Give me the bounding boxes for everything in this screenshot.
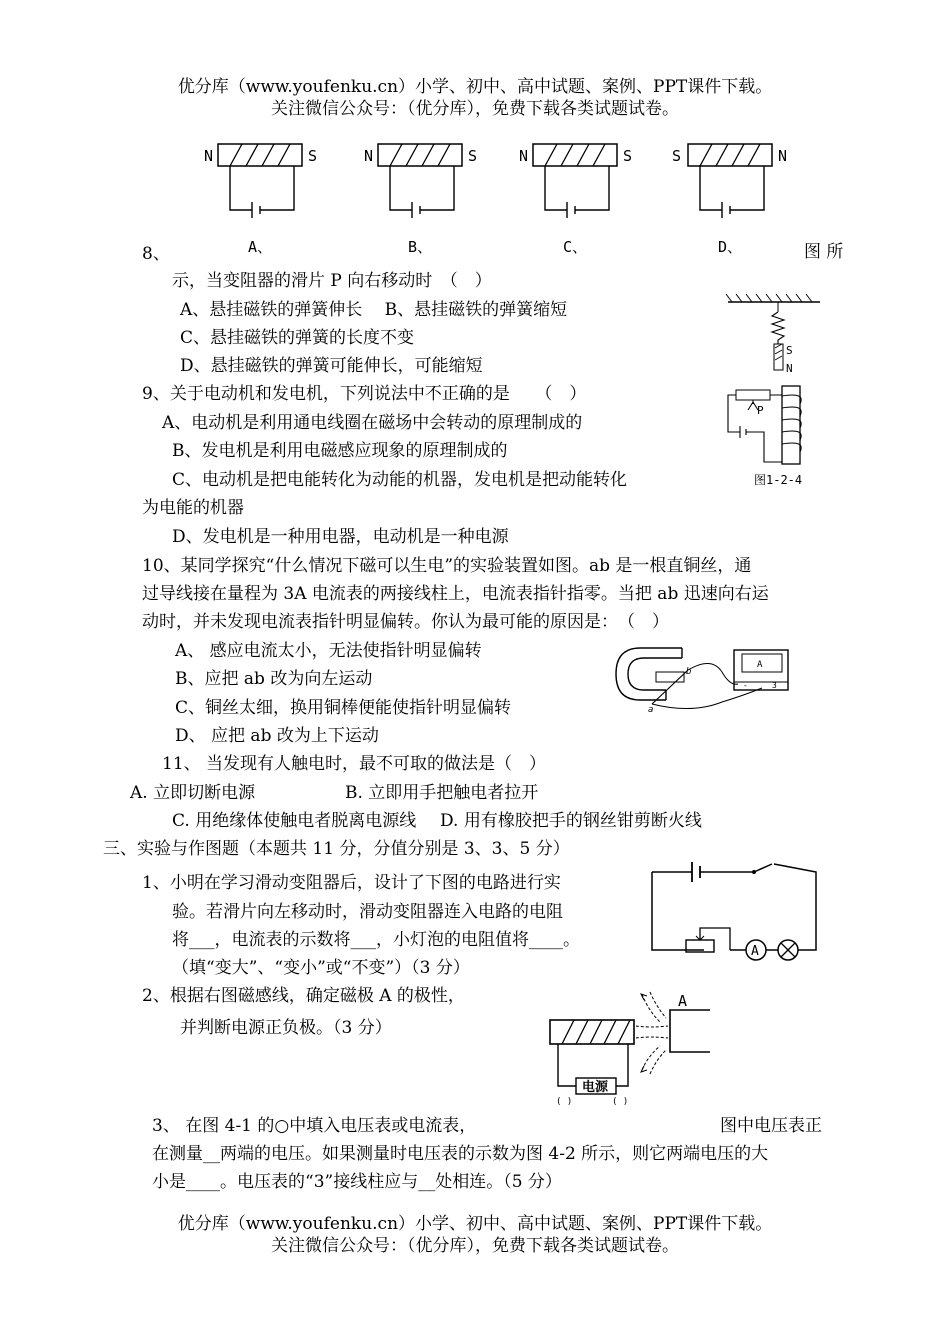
q11-option-d: D. 用有橡胶把手的钢丝钳剪断火线 <box>440 811 702 831</box>
magnet-n-label: N <box>786 362 793 375</box>
q8-number: 8、 <box>142 244 170 264</box>
source-left-bracket: ( ) <box>556 1097 573 1107</box>
q10-stem-2: 过导线接在量程为 3A 电流表的两接线柱上，电流表指针指零。当把 ab 迅速向右运 <box>142 584 769 604</box>
power-source-label: 电源 <box>582 1080 609 1095</box>
pole-left: N <box>519 147 529 165</box>
q11-option-c: C. 用绝缘体使触电者脱离电源线 <box>172 811 417 831</box>
pole-a-label: A <box>678 992 688 1010</box>
pole-left: N <box>204 147 214 165</box>
option-b-diagram <box>364 144 477 256</box>
q10-figure <box>612 636 802 718</box>
magnet-s-label: S <box>786 344 793 357</box>
s3-q1-circuit-figure <box>648 852 822 970</box>
q8-stem-tail: 图 所 <box>804 242 844 262</box>
pole-left: N <box>364 147 374 165</box>
option-label: B、 <box>408 238 433 256</box>
q9-option-a: A、电动机是利用通电线圈在磁场中会转动的原理制成的 <box>162 413 583 433</box>
pole-right: S <box>468 147 478 165</box>
option-label: C、 <box>563 238 588 256</box>
wire-a-label: a <box>648 705 654 715</box>
q9-option-d: D、发电机是一种用电器，电动机是一种电源 <box>172 527 509 547</box>
q8-figure <box>720 292 830 492</box>
pole-right: N <box>778 147 788 165</box>
s3-q2-magnet-figure <box>546 990 726 1108</box>
terminal-minus: - <box>743 681 748 690</box>
header-line-1: 优分库（www.youfenku.cn）小学、初中、高中试题、案例、PPT课件下载。 <box>177 77 773 97</box>
s3-q1-line-1: 1、小明在学习滑动变阻器后，设计了下图的电路进行实 <box>142 873 561 893</box>
q9-option-c: C、电动机是把电能转化为动能的机器，发电机是把动能转化 <box>172 470 628 490</box>
s3-q3-line-3: 小是____。电压表的“3”接线柱应与__处相连。（5 分） <box>152 1172 562 1192</box>
terminal-three: 3 <box>772 681 777 690</box>
q11-option-b: B. 立即用手把触电者拉开 <box>345 783 539 803</box>
s3-q1-line-2: 验。若滑片向左移动时，滑动变阻器连入电路的电阻 <box>172 902 563 922</box>
figure-caption: 图1-2-4 <box>754 473 803 487</box>
s3-q1-line-3: 将___，电流表的示数将___，小灯泡的电阻值将____。 <box>172 930 580 950</box>
q8-stem: 示，当变阻器的滑片 P 向右移动时 （ ） <box>172 271 492 291</box>
q9-option-c-cont: 为电能的机器 <box>142 498 244 518</box>
q10-stem-3: 动时，并未发现电流表指针明显偏转。你认为最可能的原因是： （ ） <box>142 612 669 632</box>
q11-stem: 11、 当发现有人触电时，最不可取的做法是（ ） <box>162 754 547 774</box>
ammeter-label: A <box>751 944 759 959</box>
s3-q1-line-4: （填“变大”、“变小”或“不变”）（3 分） <box>172 958 470 978</box>
q10-option-d: D、 应把 ab 改为上下运动 <box>175 726 379 746</box>
slider-p-label: P <box>757 404 764 417</box>
section-3-title: 三、实验与作图题（本题共 11 分，分值分别是 3、3、5 分） <box>103 839 570 859</box>
pole-left: S <box>672 147 682 165</box>
footer-line-2: 关注微信公众号：（优分库），免费下载各类试题试卷。 <box>271 1236 679 1256</box>
q9-option-b: B、发电机是利用电磁感应现象的原理制成的 <box>172 441 508 461</box>
header-line-2: 关注微信公众号：（优分库），免费下载各类试题试卷。 <box>271 99 679 119</box>
q8-option-c: C、悬挂磁铁的弹簧的长度不变 <box>180 328 415 348</box>
s3-q2-line-1: 2、根据右图磁感线，确定磁极 A 的极性， <box>142 986 465 1006</box>
q10-stem-1: 10、某同学探究“什么情况下磁可以生电”的实验装置如图。ab 是一根直铜丝，通 <box>142 556 752 576</box>
footer-line-1: 优分库（www.youfenku.cn）小学、初中、高中试题、案例、PPT课件下载。 <box>177 1214 773 1234</box>
s3-q2-line-2: 并判断电源正负极。（3 分） <box>180 1018 392 1038</box>
source-right-bracket: ( ) <box>612 1097 629 1107</box>
q9-stem: 9、关于电动机和发电机，下列说法中不正确的是 （ ） <box>142 384 587 404</box>
q8-option-ab: A、悬挂磁铁的弹簧伸长 B、悬挂磁铁的弹簧缩短 <box>180 300 568 320</box>
ammeter-label: A <box>757 660 763 670</box>
s3-q3-line-2: 在测量__两端的电压。如果测量时电压表的示数为图 4-2 所示，则它两端电压的大 <box>152 1144 769 1164</box>
electromagnet-options-figure <box>190 130 810 260</box>
s3-q3-line-1: 3、 在图 4-1 的○中填入电压表或电流表， <box>152 1116 477 1136</box>
option-label: A、 <box>248 238 273 256</box>
wire-b-label: b <box>686 667 692 677</box>
option-a-diagram <box>204 144 317 256</box>
q10-option-b: B、应把 ab 改为向左运动 <box>175 669 373 689</box>
q10-option-a: A、 感应电流太小，无法使指针明显偏转 <box>175 641 482 661</box>
option-d-diagram <box>672 144 787 256</box>
pole-right: S <box>623 147 633 165</box>
q11-option-a: A. 立即切断电源 <box>130 783 256 803</box>
q8-option-d: D、悬挂磁铁的弹簧可能伸长，可能缩短 <box>180 356 483 376</box>
s3-q3-line-1-tail: 图中电压表正 <box>720 1116 822 1136</box>
option-label: D、 <box>718 238 743 256</box>
option-c-diagram <box>519 144 632 256</box>
q10-option-c: C、铜丝太细，换用铜棒便能使指针明显偏转 <box>175 698 512 718</box>
pole-right: S <box>308 147 318 165</box>
